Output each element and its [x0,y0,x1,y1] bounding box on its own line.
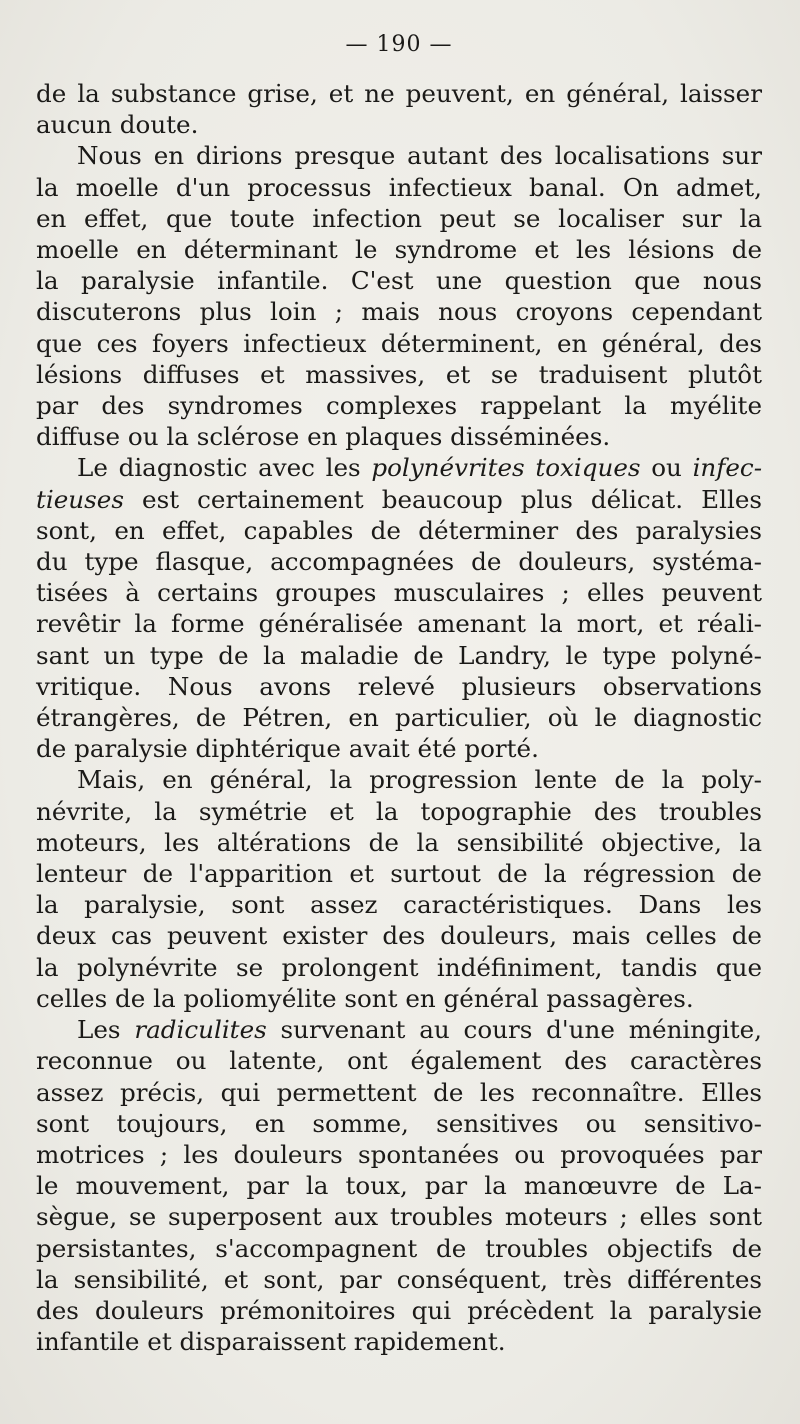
text-line [36,265,762,296]
body-text [36,78,762,1357]
text-run: sont, en effet, capables de déterminer des paralysies [36,515,762,545]
text-run: la paralysie infantile. C'est une question que nous [36,266,762,296]
text-run: moelle en déterminant le syndrome et les lésions de [36,235,762,265]
text-run: névrite, la symétrie et la topographie des troubles [36,796,762,826]
text-run: que ces foyers infectieux déterminent, en général, des [36,328,762,358]
text-line [36,1326,762,1357]
text-run: diffuse ou la sclérose en plaques disséminées. [36,422,611,452]
text-line [36,577,762,608]
text-line [36,640,762,671]
paragraph [36,78,762,140]
text-line [36,952,762,983]
text-run: motrices ; les douleurs spontanées ou provoquées par [36,1139,762,1169]
text-line [36,733,762,764]
text-run: assez précis, qui permettent de les reconnaître. Elles [36,1077,762,1107]
text-line [36,764,762,795]
text-line [36,858,762,889]
text-line [36,1045,762,1076]
paragraph [36,452,762,764]
text-line [36,1201,762,1232]
text-run: en effet, que toute infection peut se localiser sur la [36,203,762,233]
text-line [36,827,762,858]
page-number: — 190 — [345,32,453,57]
text-line [36,484,762,515]
text-run: le mouvement, par la toux, par la manœuvre de La- [36,1171,762,1201]
text-line [36,702,762,733]
text-line [36,671,762,702]
text-run: vritique. Nous avons relevé plusieurs observations [36,671,762,701]
text-run: la paralysie, sont assez caractéristiques. Dans les [36,890,762,920]
text-line [36,515,762,546]
text-line [36,1077,762,1108]
text-run: sègue, se superposent aux troubles moteurs ; elles sont [36,1202,762,1232]
text-line [36,172,762,203]
text-line [36,920,762,951]
text-run: lésions diffuses et massives, et se traduisent plutôt [36,359,762,389]
text-run: est certainement beaucoup plus délicat. Elles [123,484,762,514]
text-run: ou [640,453,693,483]
text-run: la sensibilité, et sont, par conséquent, très différentes [36,1264,762,1294]
text-run: discuterons plus loin ; mais nous croyons cependant [36,297,762,327]
text-run: la polynévrite se prolongent indéfiniment, tandis que [36,952,762,982]
text-line [36,452,762,483]
text-line [36,983,762,1014]
text-run: Les [77,1015,135,1045]
text-line [36,390,762,421]
text-run: revêtir la forme généralisée amenant la mort, et réali- [36,609,762,639]
text-line [36,1170,762,1201]
text-line [36,796,762,827]
italic-term: radiculites [134,1015,267,1045]
text-line [36,234,762,265]
italic-term: polynévrites toxiques [371,453,641,483]
text-line [36,1264,762,1295]
paragraph [36,140,762,452]
text-run: Mais, en général, la progression lente de la poly- [77,765,762,795]
text-run: deux cas peuvent exister des douleurs, mais celles de [36,921,762,951]
text-line [36,889,762,920]
italic-term: infec- [692,453,763,483]
text-line [36,359,762,390]
text-line [36,1295,762,1326]
text-run: reconnue ou latente, ont également des caractères [36,1046,762,1076]
text-run: de la substance grise, et ne peuvent, en général, laisser [36,79,762,108]
italic-term: tieuses [36,484,124,514]
text-run: aucun doute. [36,110,199,140]
text-run: moteurs, les altérations de la sensibilité objective, la [36,827,762,857]
text-run: du type flasque, accompagnées de douleurs, systéma- [36,547,762,577]
text-line [36,296,762,327]
text-line [36,1233,762,1264]
text-line [36,78,762,109]
paragraph [36,1014,762,1357]
text-run: étrangères, de Pétren, en particulier, où le diagnostic [36,703,762,733]
text-line [36,109,762,140]
text-line [36,1108,762,1139]
text-run: de paralysie diphtérique avait été porté. [36,734,539,764]
text-line [36,1014,762,1045]
text-line [36,608,762,639]
text-line [36,203,762,234]
text-line [36,328,762,359]
text-run: lenteur de l'apparition et surtout de la régression de [36,859,762,889]
text-run: survenant au cours d'une méningite, [266,1015,762,1045]
text-run: infantile et disparaissent rapidement. [36,1327,506,1357]
text-run: persistantes, s'accompagnent de troubles objectifs de [36,1233,762,1263]
text-run: par des syndromes complexes rappelant la myélite [36,391,762,421]
paragraph [36,764,762,1014]
text-run: Nous en dirions presque autant des localisations sur [77,141,762,171]
text-line [36,546,762,577]
text-line [36,421,762,452]
text-run: Le diagnostic avec les [77,453,372,483]
text-run: celles de la poliomyélite sont en général passagères. [36,983,694,1013]
text-line [36,140,762,171]
text-run: tisées à certains groupes musculaires ; elles peuvent [36,578,762,608]
text-run: sant un type de la maladie de Landry, le type polyné- [36,640,762,670]
text-line [36,1139,762,1170]
text-run: des douleurs prémonitoires qui précèdent la paralysie [36,1295,762,1325]
text-run: la moelle d'un processus infectieux banal. On admet, [36,172,762,202]
text-run: sont toujours, en somme, sensitives ou sensitivo- [36,1108,762,1138]
